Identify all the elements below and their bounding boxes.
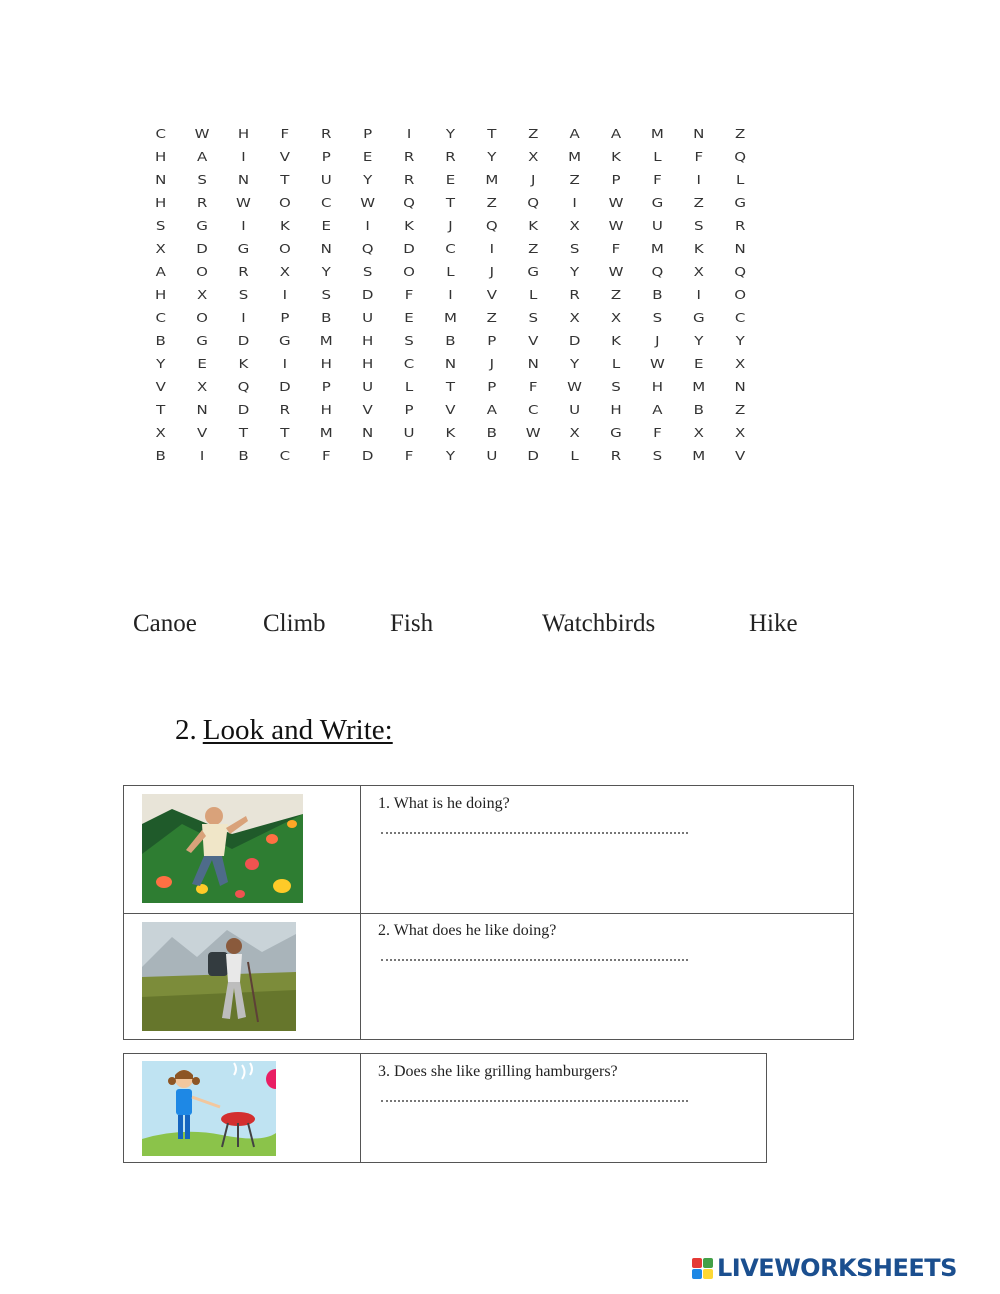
word-search-letter: X	[610, 309, 622, 326]
word-search-letter: R	[610, 447, 622, 464]
word-search-letter: L	[735, 171, 745, 188]
word-search-letter: E	[321, 217, 331, 234]
word-search-letter: C	[527, 401, 539, 418]
word-search-letter: V	[445, 401, 456, 418]
word-search-letter: U	[320, 171, 332, 188]
word-search-letter: W	[360, 194, 376, 211]
word-search-letter: K	[445, 424, 456, 441]
word-search-letter: V	[735, 447, 746, 464]
word-search-letter: D	[527, 447, 539, 464]
word-search-letter: P	[487, 332, 497, 349]
word-search-letter: N	[527, 355, 539, 372]
word-search-letter: Z	[735, 401, 746, 418]
word-search-letter: S	[321, 286, 332, 303]
word-search-letter: P	[280, 309, 290, 326]
word-search-letter: X	[279, 263, 290, 280]
word-bank-item: Climb	[263, 610, 326, 637]
word-search-letter: S	[528, 309, 538, 326]
word-search-letter: Z	[486, 309, 497, 326]
word-search-letter: N	[196, 401, 208, 418]
word-search-letter: C	[403, 355, 415, 372]
word-search-letter: G	[237, 240, 250, 257]
word-search-letter: L	[404, 378, 414, 395]
word-search-letter: X	[196, 378, 208, 395]
word-search-letter: C	[445, 240, 456, 257]
word-search-letter: G	[196, 217, 208, 234]
word-search-letter: O	[196, 309, 208, 326]
word-search-letter: H	[320, 355, 332, 372]
word-search-letter: R	[279, 401, 291, 418]
word-search-letter: P	[487, 378, 497, 395]
word-search-letter: I	[572, 194, 577, 211]
word-search-letter: D	[279, 378, 291, 395]
logo-text: LIVEWORKSHEETS	[717, 1254, 957, 1282]
section-number: 2.	[175, 714, 197, 746]
word-search-letter: H	[362, 332, 374, 349]
word-search-letter: F	[653, 171, 662, 188]
word-search-letter: B	[155, 447, 166, 464]
word-search-letter: W	[649, 355, 665, 372]
word-search-letter: L	[570, 447, 579, 464]
word-search-letter: F	[528, 378, 538, 395]
word-search-letter: Z	[528, 240, 539, 257]
word-search-letter: A	[486, 401, 497, 418]
question-table	[123, 785, 854, 1040]
word-search-letter: S	[238, 286, 249, 303]
word-search-letter: V	[528, 332, 539, 349]
word-search-letter: A	[196, 148, 208, 165]
word-search-letter: B	[486, 424, 497, 441]
word-search-letter: S	[652, 309, 663, 326]
word-search-letter: X	[528, 148, 539, 165]
word-search-letter: Z	[486, 194, 497, 211]
word-search-letter: V	[279, 148, 290, 165]
answer-input[interactable]	[381, 822, 688, 834]
word-search-letter: D	[361, 447, 374, 464]
word-search-letter: N	[155, 171, 167, 188]
word-search-letter: K	[611, 148, 621, 165]
word-search-letter: P	[321, 148, 331, 165]
word-search-letter: W	[525, 424, 541, 441]
word-search-letter: S	[362, 263, 373, 280]
word-search-letter: H	[362, 355, 374, 372]
word-search-letter: M	[692, 447, 706, 464]
boy-hiking-photo	[142, 922, 296, 1031]
word-search-letter: P	[321, 378, 331, 395]
word-search-letter: H	[155, 286, 167, 303]
word-search-letter: F	[280, 125, 290, 142]
liveworksheets-logo	[692, 1254, 957, 1282]
word-search-letter: I	[448, 286, 453, 303]
word-search-letter: H	[651, 378, 664, 395]
word-search-letter: M	[650, 125, 664, 142]
word-search-letter: T	[280, 171, 290, 188]
question-cell	[361, 786, 853, 913]
word-search-letter: N	[734, 240, 746, 257]
word-search-letter: G	[734, 194, 746, 211]
word-search-letter: E	[694, 355, 704, 372]
word-search-letter: V	[362, 401, 373, 418]
word-search-letter: G	[527, 263, 540, 280]
word-search-letter: Z	[693, 194, 704, 211]
word-search-letter: F	[611, 240, 621, 257]
word-search-letter: B	[693, 401, 704, 418]
word-search-letter: G	[651, 194, 664, 211]
word-search-letter: O	[196, 263, 208, 280]
word-search-letter: M	[568, 148, 582, 165]
image-cell	[124, 913, 361, 1039]
word-search-letter: M	[319, 332, 333, 349]
word-search-letter: B	[321, 309, 332, 326]
word-search-letter: A	[610, 125, 622, 142]
word-search-letter: Z	[610, 286, 622, 303]
word-bank	[0, 610, 1000, 644]
girl-grilling-illustration	[142, 1061, 276, 1156]
section-heading	[175, 714, 393, 747]
word-search-letter: O	[403, 263, 415, 280]
word-search-letter: R	[569, 286, 580, 303]
word-search-letter: Y	[694, 332, 704, 349]
word-search-letter: Y	[570, 263, 580, 280]
word-search-letter: M	[485, 171, 499, 188]
word-search-letter: M	[443, 309, 457, 326]
word-search-letter: K	[404, 217, 414, 234]
word-search-letter: E	[445, 171, 456, 188]
word-search-letter: N	[320, 240, 332, 257]
word-search-letter: T	[238, 424, 249, 441]
word-search-letter: Q	[527, 194, 540, 211]
word-search-letter: P	[611, 171, 621, 188]
question-cell	[361, 1054, 766, 1162]
word-search-letter: Q	[651, 263, 664, 280]
word-search-letter: N	[693, 125, 705, 142]
word-search-letter: C	[279, 447, 291, 464]
word-search-letter: L	[611, 355, 621, 372]
logo-square	[692, 1269, 702, 1279]
liveworksheets-logo-icon	[692, 1258, 713, 1279]
word-search-letter: S	[652, 447, 663, 464]
word-search-letter: I	[489, 240, 495, 257]
word-search-letter: O	[734, 286, 747, 303]
word-search-letter: R	[734, 217, 746, 234]
answer-input[interactable]	[381, 949, 688, 961]
word-search-letter: S	[569, 240, 580, 257]
question-text: 3. Does she like grilling hamburgers?	[378, 1063, 618, 1080]
word-search-letter: Y	[363, 171, 373, 188]
word-search-letter: D	[403, 240, 415, 257]
word-search-letter: X	[155, 424, 166, 441]
word-search-letter: M	[692, 378, 706, 395]
word-search-letter: A	[569, 125, 580, 142]
word-search-letter: O	[278, 194, 291, 211]
word-search-letter: R	[403, 171, 415, 188]
word-search-letter: F	[404, 447, 414, 464]
word-search-letter: N	[734, 378, 746, 395]
word-search-letter: J	[655, 332, 660, 349]
question-cell	[361, 913, 853, 1039]
word-search-grid	[140, 122, 761, 467]
word-search-letter: U	[569, 401, 581, 418]
word-bank-item: Hike	[749, 610, 798, 637]
word-search-letter: K	[238, 355, 249, 372]
word-search-letter: R	[238, 263, 249, 280]
word-search-letter: Q	[734, 263, 747, 280]
word-search-letter: W	[608, 263, 624, 280]
word-search-letter: K	[611, 332, 621, 349]
word-search-letter: B	[155, 332, 166, 349]
word-search-letter: H	[155, 148, 167, 165]
word-search-letter: H	[237, 125, 250, 142]
word-search-letter: B	[445, 332, 456, 349]
word-search-letter: G	[196, 332, 208, 349]
word-search-letter: I	[282, 355, 288, 372]
word-search-letter: D	[237, 401, 250, 418]
word-search-letter: Q	[361, 240, 374, 257]
image-cell	[124, 1054, 361, 1162]
word-search-letter: J	[448, 217, 453, 234]
word-search-letter: X	[735, 355, 746, 372]
word-search-letter: L	[446, 263, 455, 280]
word-search-letter: L	[653, 148, 662, 165]
question-row	[124, 786, 853, 914]
word-search-letter: O	[278, 240, 291, 257]
word-search-letter: C	[734, 309, 746, 326]
word-search-letter: F	[694, 148, 704, 165]
word-search-letter: R	[445, 148, 456, 165]
word-search-letter: Z	[528, 125, 539, 142]
word-search-letter: D	[568, 332, 581, 349]
word-search-letter: W	[608, 217, 624, 234]
word-search-letter: I	[241, 217, 246, 234]
word-search-letter: L	[529, 286, 538, 303]
word-search-letter: G	[279, 332, 291, 349]
word-search-letter: I	[241, 309, 246, 326]
word-search-letter: D	[196, 240, 208, 257]
word-search-letter: U	[403, 424, 415, 441]
word-search-letter: W	[236, 194, 251, 211]
word-search-letter: E	[362, 148, 373, 165]
word-search-letter: K	[528, 217, 539, 234]
word-search-letter: Y	[487, 148, 497, 165]
word-search-letter: S	[155, 217, 166, 234]
word-search-letter: P	[404, 401, 414, 418]
word-search-letter: X	[693, 424, 704, 441]
word-search-letter: N	[444, 355, 457, 372]
word-search-letter: U	[651, 217, 663, 234]
word-bank-item: Fish	[390, 610, 434, 637]
word-search-letter: M	[319, 424, 333, 441]
logo-square	[703, 1269, 713, 1279]
word-search-letter: U	[362, 378, 374, 395]
word-search-letter: X	[569, 309, 580, 326]
word-search-letter: T	[445, 378, 456, 395]
word-search-letter: E	[197, 355, 207, 372]
word-search-letter: U	[362, 309, 374, 326]
word-search-letter: Y	[321, 263, 331, 280]
word-search-letter: T	[280, 424, 290, 441]
word-search-letter: X	[735, 424, 746, 441]
logo-square	[692, 1258, 702, 1268]
word-search-letter: M	[650, 240, 664, 257]
word-search-letter: W	[567, 378, 583, 395]
word-search-letter: N	[362, 424, 374, 441]
word-search-letter: V	[155, 378, 166, 395]
word-search-letter: S	[197, 171, 207, 188]
question-table	[123, 1053, 767, 1163]
word-search-letter: I	[406, 125, 412, 142]
answer-input[interactable]	[381, 1090, 688, 1102]
word-search-letter: Y	[570, 355, 580, 372]
word-search-letter: T	[156, 401, 166, 418]
word-search-letter: F	[321, 447, 331, 464]
word-search-letter: I	[696, 171, 701, 188]
word-search-letter: C	[155, 309, 166, 326]
word-search-letter: X	[569, 424, 580, 441]
question-row	[124, 913, 853, 1039]
word-search-letter: R	[321, 125, 332, 142]
word-search-letter: I	[241, 148, 246, 165]
word-search-letter: S	[611, 378, 621, 395]
word-search-letter: Z	[569, 171, 580, 188]
word-search-letter: F	[404, 286, 414, 303]
word-search-letter: A	[155, 263, 166, 280]
word-search-letter: S	[694, 217, 704, 234]
word-search-letter: X	[693, 263, 704, 280]
word-search-letter: D	[361, 286, 374, 303]
word-search-letter: J	[530, 171, 536, 188]
word-search-letter: I	[365, 217, 370, 234]
word-bank-item: Watchbirds	[542, 610, 656, 637]
word-search-letter: Q	[485, 217, 498, 234]
word-search-letter: H	[610, 401, 622, 418]
word-search-letter: Z	[735, 125, 746, 142]
word-search-letter: N	[237, 171, 250, 188]
word-search-letter: F	[653, 424, 662, 441]
word-search-letter: W	[194, 125, 210, 142]
word-search-letter: A	[652, 401, 663, 418]
word-search-letter: W	[608, 194, 624, 211]
word-search-letter: D	[237, 332, 250, 349]
word-search-letter: I	[282, 286, 288, 303]
word-search-letter: H	[155, 194, 167, 211]
word-search-letter: B	[238, 447, 249, 464]
word-search-letter: T	[445, 194, 456, 211]
word-search-letter: X	[155, 240, 166, 257]
word-search-letter: X	[569, 217, 580, 234]
image-cell	[124, 786, 361, 913]
question-text: 2. What does he like doing?	[378, 922, 557, 939]
word-search-letter: C	[321, 194, 332, 211]
word-search-letter: R	[196, 194, 208, 211]
word-search-letter: Q	[237, 378, 250, 395]
word-search-letter: K	[279, 217, 290, 234]
word-search-letter: C	[155, 125, 166, 142]
word-bank-item: Canoe	[133, 610, 197, 637]
word-search-letter: Y	[445, 447, 456, 464]
word-search-letter: I	[199, 447, 205, 464]
word-search-letter: T	[487, 125, 497, 142]
word-search-letter: J	[489, 355, 495, 372]
word-search-letter: V	[196, 424, 208, 441]
word-search-letter: R	[403, 148, 415, 165]
word-search-letter: Q	[403, 194, 415, 211]
word-search-letter: B	[652, 286, 663, 303]
word-search-letter: Y	[156, 355, 166, 372]
word-search-letter: H	[320, 401, 332, 418]
word-search-letter: K	[693, 240, 704, 257]
word-search-letter: G	[610, 424, 622, 441]
word-search-letter: S	[404, 332, 414, 349]
word-search-letter: Q	[734, 148, 747, 165]
word-search-letter: E	[404, 309, 414, 326]
word-search-letter: X	[196, 286, 208, 303]
section-title: Look and Write:	[202, 714, 393, 746]
logo-square	[703, 1258, 713, 1268]
word-search-letter: Y	[735, 332, 745, 349]
word-search-letter: I	[696, 286, 701, 303]
word-search-letter: Y	[445, 125, 456, 142]
word-search-letter: G	[692, 309, 705, 326]
word-search-letter: V	[486, 286, 497, 303]
question-text: 1. What is he doing?	[378, 795, 510, 812]
word-search-letter: J	[489, 263, 495, 280]
word-search-letter: P	[363, 125, 373, 142]
question-row	[124, 1054, 766, 1162]
boy-climbing-wall-photo	[142, 794, 303, 903]
word-search-letter: U	[486, 447, 498, 464]
